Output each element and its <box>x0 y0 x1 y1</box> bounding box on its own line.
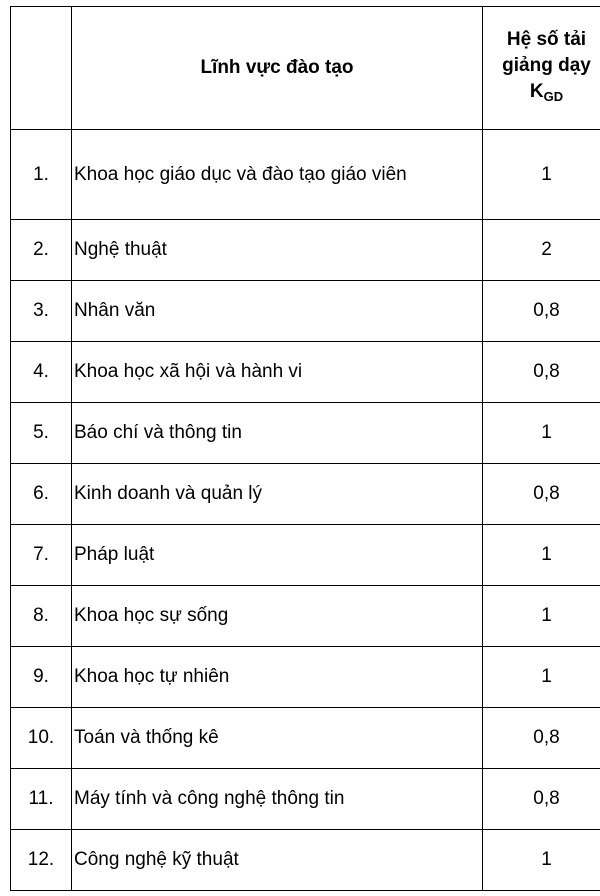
row-number: 5. <box>11 403 72 464</box>
header-coef-line2: giảng dạy <box>502 54 591 76</box>
row-coefficient: 0,8 <box>483 342 600 403</box>
table-row <box>11 830 600 891</box>
row-field: Khoa học xã hội và hành vi <box>72 342 483 403</box>
row-coefficient: 1 <box>483 403 600 464</box>
row-field: Kinh doanh và quản lý <box>72 464 483 525</box>
header-field-cell: Lĩnh vực đào tạo <box>72 7 483 130</box>
row-coefficient: 1 <box>483 525 600 586</box>
header-coef-subscript: GD <box>543 88 564 104</box>
table-row <box>11 130 600 220</box>
row-number: 6. <box>11 464 72 525</box>
row-coefficient: 1 <box>483 130 600 220</box>
row-number: 2. <box>11 220 72 281</box>
table-row <box>11 525 600 586</box>
row-number: 7. <box>11 525 72 586</box>
row-coefficient: 1 <box>483 830 600 891</box>
row-field: Nghệ thuật <box>72 220 483 281</box>
table-row <box>11 769 600 830</box>
table-row <box>11 281 600 342</box>
table-row <box>11 403 600 464</box>
row-coefficient: 0,8 <box>483 708 600 769</box>
row-coefficient: 0,8 <box>483 769 600 830</box>
table-row <box>11 342 600 403</box>
header-coef-line1: Hệ số tải <box>506 28 587 50</box>
header-coef-symbol: K <box>529 80 544 102</box>
table-row <box>11 464 600 525</box>
row-coefficient: 1 <box>483 647 600 708</box>
row-number: 9. <box>11 647 72 708</box>
teaching-load-coefficient-table <box>10 6 600 891</box>
row-field: Công nghệ kỹ thuật <box>72 830 483 891</box>
header-coefficient-cell <box>483 7 600 130</box>
row-coefficient: 2 <box>483 220 600 281</box>
row-number: 1. <box>11 130 72 220</box>
table-row <box>11 647 600 708</box>
row-number: 10. <box>11 708 72 769</box>
row-coefficient: 1 <box>483 586 600 647</box>
row-coefficient: 0,8 <box>483 281 600 342</box>
row-field: Khoa học tự nhiên <box>72 647 483 708</box>
row-field: Khoa học giáo dục và đào tạo giáo viên <box>72 130 483 220</box>
row-number: 3. <box>11 281 72 342</box>
header-number-cell <box>11 7 72 130</box>
row-number: 8. <box>11 586 72 647</box>
row-field: Báo chí và thông tin <box>72 403 483 464</box>
table-header-row <box>11 7 600 130</box>
row-field: Toán và thống kê <box>72 708 483 769</box>
table-row <box>11 220 600 281</box>
row-field: Nhân văn <box>72 281 483 342</box>
row-field: Pháp luật <box>72 525 483 586</box>
row-number: 12. <box>11 830 72 891</box>
row-field: Khoa học sự sống <box>72 586 483 647</box>
row-number: 4. <box>11 342 72 403</box>
row-number: 11. <box>11 769 72 830</box>
table-row <box>11 586 600 647</box>
row-coefficient: 0,8 <box>483 464 600 525</box>
table-row <box>11 708 600 769</box>
row-field: Máy tính và công nghệ thông tin <box>72 769 483 830</box>
